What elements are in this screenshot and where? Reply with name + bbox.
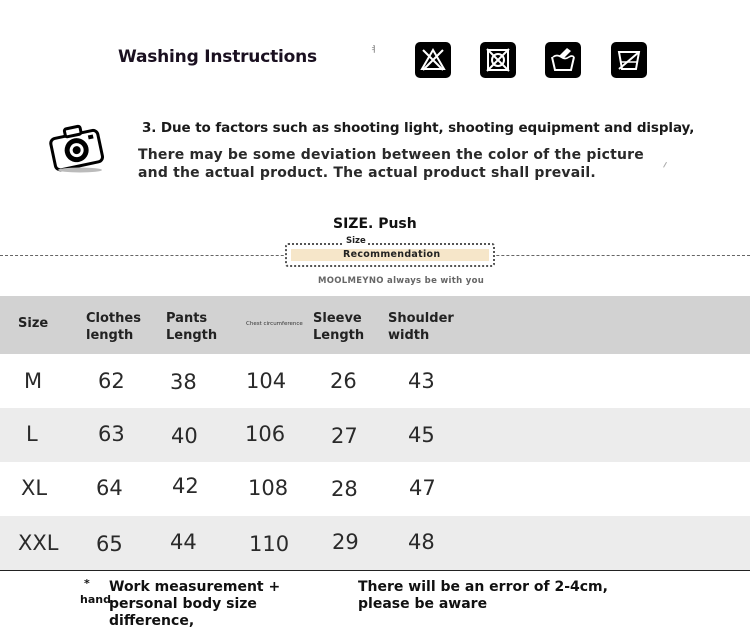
cell-chest: 106 xyxy=(245,422,286,446)
footer-hand-label: hand xyxy=(80,593,111,606)
size-table xyxy=(0,296,750,629)
cell-sleeve: 29 xyxy=(332,530,359,554)
cell-chest: 104 xyxy=(246,369,287,393)
cell-chest: 110 xyxy=(249,532,290,556)
cell-clothes: 62 xyxy=(98,369,125,393)
table-row xyxy=(0,516,750,570)
cell-shoulder: 48 xyxy=(408,530,435,554)
cell-size: M xyxy=(24,369,43,393)
table-row xyxy=(0,462,750,516)
no-wring-icon xyxy=(611,42,647,78)
notice-line-2: There may be some deviation between the color of the picture and the actual product. The actual product shall prevail. xyxy=(138,147,644,181)
header-pants-length: Pants Length xyxy=(166,311,218,343)
footer-note-left: Work measurement + personal body size difference, xyxy=(109,579,281,629)
table-header xyxy=(0,296,750,354)
cell-clothes: 63 xyxy=(98,422,125,446)
cell-pants: 38 xyxy=(170,370,197,394)
cell-clothes: 65 xyxy=(96,532,123,556)
header-chest: Chest circumference xyxy=(246,321,303,327)
table-row xyxy=(0,408,750,462)
no-bleach-icon xyxy=(415,42,451,78)
table-row xyxy=(0,354,750,408)
size-push-title: SIZE. Push xyxy=(333,216,417,232)
cell-clothes: 64 xyxy=(96,476,123,500)
cell-sleeve: 28 xyxy=(331,477,358,501)
header-size: Size xyxy=(18,316,49,331)
header-shoulder-width: Shoulder width xyxy=(388,311,454,343)
footer-note-right: There will be an error of 2-4cm, please be aware xyxy=(358,579,608,612)
cell-size: XL xyxy=(21,476,48,500)
cell-chest: 108 xyxy=(248,476,289,500)
cell-shoulder: 43 xyxy=(408,369,435,393)
badge-recommendation-label: Recommendation xyxy=(343,249,441,260)
cell-shoulder: 47 xyxy=(409,476,436,500)
cell-pants: 44 xyxy=(170,530,197,554)
cell-sleeve: 26 xyxy=(330,369,357,393)
camera-icon xyxy=(46,120,108,174)
cell-pants: 42 xyxy=(172,474,199,498)
no-tumble-dry-icon xyxy=(480,42,516,78)
washing-mark: ㅕ xyxy=(370,45,378,54)
footer-asterisk: * xyxy=(84,577,90,590)
washing-instructions-title: Washing Instructions xyxy=(118,47,317,67)
header-clothes-length: Clothes length xyxy=(86,311,141,343)
cell-pants: 40 xyxy=(171,424,198,448)
brand-tagline: MOOLMEYNO always be with you xyxy=(318,276,485,286)
table-footer xyxy=(0,570,750,629)
cell-sleeve: 27 xyxy=(331,424,358,448)
cell-size: L xyxy=(26,422,38,446)
badge-size-label: Size xyxy=(346,236,366,246)
cell-shoulder: 45 xyxy=(408,423,435,447)
notice-line-1: 3. Due to factors such as shooting light, shooting equipment and display, xyxy=(142,120,695,136)
hand-wash-icon xyxy=(545,42,581,78)
header-sleeve-length: Sleeve Length xyxy=(313,311,365,343)
cell-size: XXL xyxy=(18,531,59,555)
